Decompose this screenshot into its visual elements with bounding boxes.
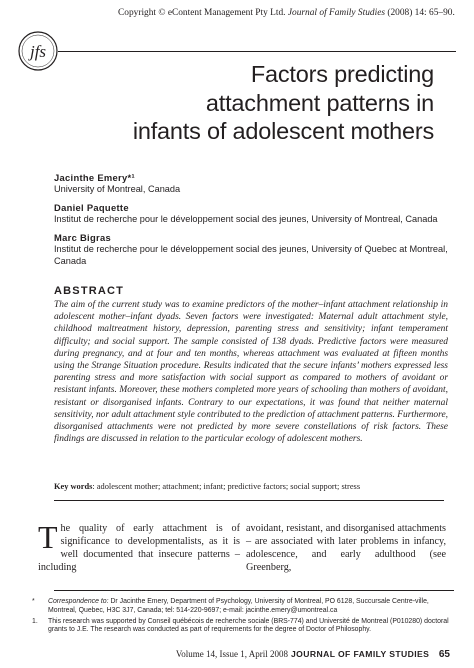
body-text-left: he quality of early attachment is of significance to developmentalists, as it is well documented that insecure patterns – including	[38, 523, 240, 574]
footnote-correspondence	[32, 598, 452, 616]
author-name: Marc Bigras	[54, 232, 111, 244]
body-column-right	[246, 522, 446, 574]
author-affiliation: University of Montreal, Canada	[54, 183, 181, 194]
footnote-body: Dr Jacinthe Emery, Department of Psychology, University of Montreal, PO 6128, Succursale Centre-ville, Montreal, Quebec, H3C 3J7, Canada; tel: 514-220-9697; e-mail: jacinthe.emery@umontreal.ca	[48, 598, 429, 614]
footnotes	[32, 598, 452, 637]
footnote-mark: *	[32, 598, 35, 605]
title-line-1: Factors predicting	[250, 61, 434, 87]
footnote-funding	[32, 618, 452, 636]
author-3	[54, 232, 454, 267]
footnote-mark: 1.	[32, 617, 38, 625]
journal-running-title: JOURNAL OF FAMILY STUDIES	[291, 649, 430, 659]
author-affiliation: Institut de recherche pour le développement social des jeunes, University of Quebec at Montreal, Canada	[54, 243, 448, 266]
drop-cap: T	[38, 519, 58, 555]
page-footer	[0, 649, 474, 663]
body-column-left	[38, 519, 240, 574]
copyright-line	[118, 8, 468, 18]
page-number: 65	[438, 649, 450, 660]
citation: (2008) 14: 65–90.	[387, 8, 455, 18]
keywords-label: Key words	[54, 482, 93, 491]
author-2	[54, 202, 454, 225]
title-line-3: infants of adolescent mothers	[132, 118, 434, 144]
author-1	[54, 172, 454, 195]
header-rule	[58, 51, 456, 52]
author-affiliation: Institut de recherche pour le développement social des jeunes, University of Montreal, Canada	[54, 213, 438, 224]
volume-info: Volume 14, Issue 1, April 2008	[175, 649, 288, 659]
title-line-2: attachment patterns in	[205, 89, 434, 116]
keywords	[54, 481, 454, 492]
footnote-label: Correspondence to:	[48, 598, 109, 605]
logo-text: jfs	[29, 42, 47, 61]
journal-name: Journal of Family Studies	[287, 8, 385, 18]
author-list	[54, 172, 454, 274]
copyright-prefix: Copyright © eContent Management Pty Ltd.	[118, 8, 286, 18]
footnote-rule	[54, 590, 454, 591]
keywords-text: : adolescent mother; attachment; infant; predictive factors; social support; stress	[92, 482, 361, 491]
article-title	[74, 60, 434, 146]
author-name: Jacinthe Emery*¹	[54, 172, 135, 183]
footnote-text	[48, 598, 452, 616]
keywords-rule	[54, 500, 444, 501]
abstract-heading: ABSTRACT	[54, 285, 125, 297]
journal-logo	[18, 31, 58, 71]
abstract-text: The aim of the current study was to examine predictors of the mother–infant attachment relationship in adolescent mother–infant dyads. Seven factors were investigated: Maternal adult attachment style, childhood maltreatment history, depression, parenting stress and sensitivity; infant temperament difficulty; and social support. The sample consisted of 138 dyads. Predictive factors were measured during pregnancy, and at four and ten months, whereas attachment was evaluated at fifteen months using the Strange Situation procedure. Results indicated that the secure infants’ mothers expressed less parenting stress and more satisfaction with social support as compared to mothers of avoidant or resistant infants. Moreover, these mothers completed more years of schooling than mothers of avoidant, resistant or disorganised infants. Contrary to our expectations, it was found that neither maternal sensitivity, nor adult attachment style contributed to the prediction of attachment patterns. Furthermore, disorganised attachments were not predicted by more severe constellations of risk factors. These findings are discussed in relation to the particular ecology of adolescent mothers.	[54, 300, 448, 445]
author-name: Daniel Paquette	[54, 202, 129, 214]
footnote-body: This research was supported by Conseil québécois de recherche sociale (BRS-774) and Université de Montreal (P010280) doctoral grants to J.E. The research was conducted as part of requirements for the degree of Doctor of Philosophy.	[48, 617, 449, 634]
body-text-right: avoidant, resistant, and disorganised attachments – are associated with later problems in infancy, adolescence, and early adulthood (see Greenberg,	[246, 523, 446, 574]
